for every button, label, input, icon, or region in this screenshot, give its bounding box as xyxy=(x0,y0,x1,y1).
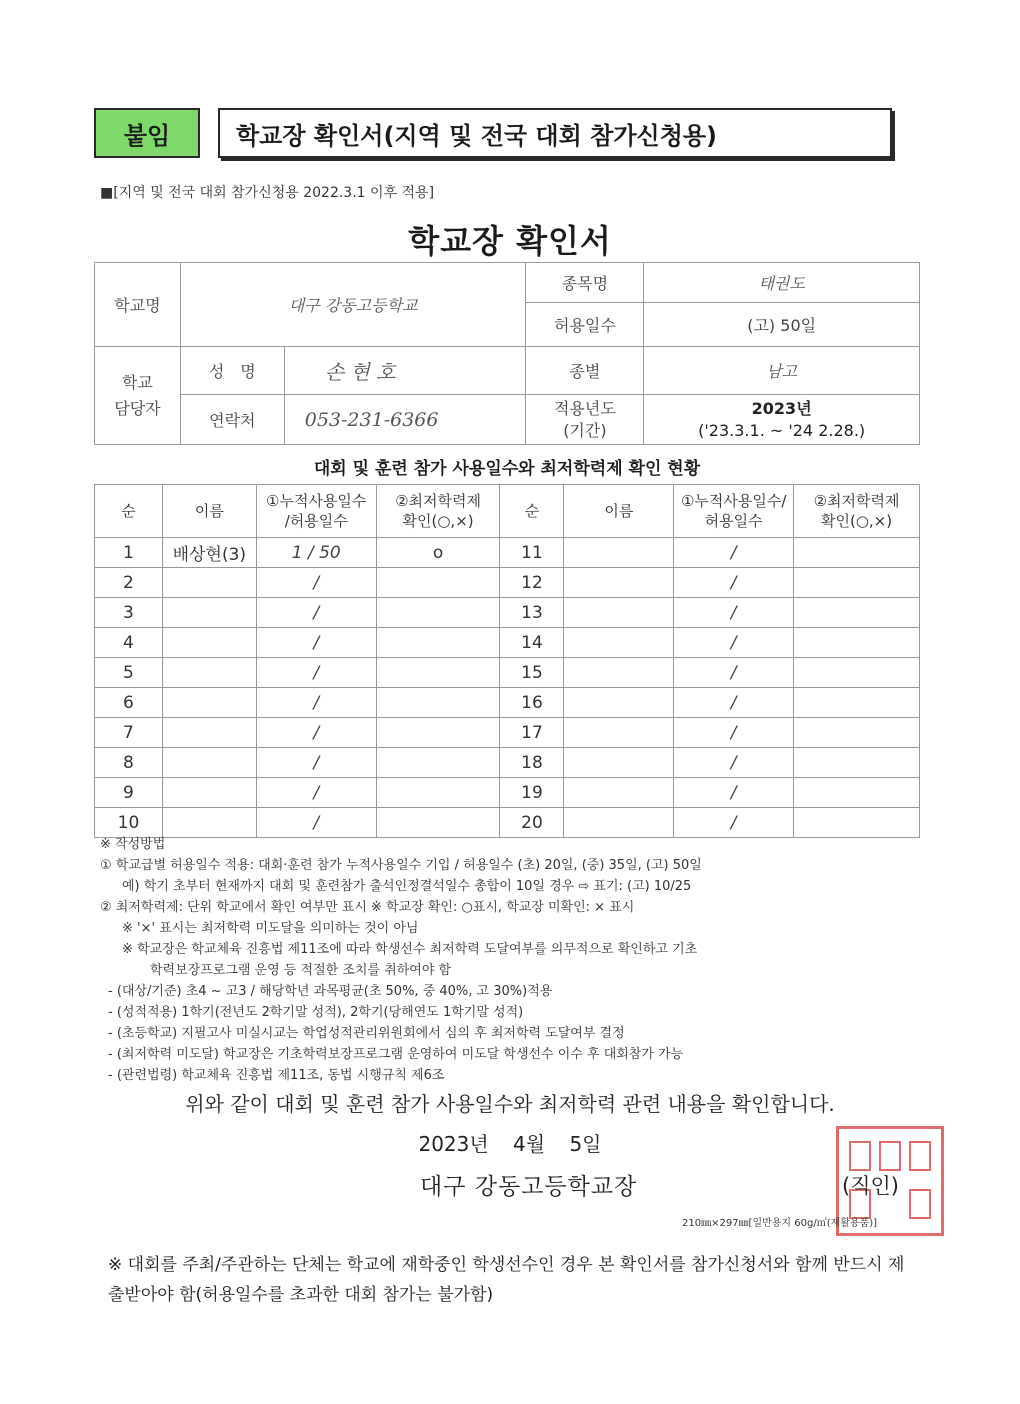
row-no-right: 20 xyxy=(500,808,564,838)
period-value: ('23.3.1. ~ '24 2.28.) xyxy=(698,420,866,440)
row-no-right: 14 xyxy=(500,628,564,658)
row-min-left xyxy=(376,748,500,778)
row-no-right: 17 xyxy=(500,718,564,748)
row-no-right: 15 xyxy=(500,658,564,688)
row-days-left: / xyxy=(256,568,376,598)
row-min-left xyxy=(376,778,500,808)
row-days-left: / xyxy=(256,808,376,838)
row-days-right: / xyxy=(674,628,794,658)
table-row xyxy=(95,748,920,778)
row-days-left: / xyxy=(256,748,376,778)
row-name-left xyxy=(162,658,256,688)
school-name-value: 대구 강동고등학교 xyxy=(180,263,526,347)
row-days-right: / xyxy=(674,538,794,568)
row-no-left: 1 xyxy=(95,538,163,568)
row-no-right: 19 xyxy=(500,778,564,808)
row-days-right: / xyxy=(674,718,794,748)
sport-value: 태권도 xyxy=(644,263,920,303)
note-line: 예) 학기 초부터 현재까지 대회 및 훈련참가 출석인정결석일수 총합이 10일 경우 ⇨ 표기: (고) 10/25 xyxy=(122,879,692,894)
year-cell xyxy=(644,395,920,445)
row-min-left xyxy=(376,628,500,658)
note-line: ① 학교급별 허용일수 적용: 대회·훈련 참가 누적사용일수 기입 / 허용일수 (초) 20일, (중) 35일, (고) 50일 xyxy=(100,858,702,873)
table-row xyxy=(95,808,920,838)
row-days-left: / xyxy=(256,658,376,688)
seal-glyph xyxy=(909,1189,931,1219)
row-no-right: 13 xyxy=(500,598,564,628)
row-min-right xyxy=(794,538,920,568)
row-no-left: 6 xyxy=(95,688,163,718)
row-days-left: / xyxy=(256,688,376,718)
gender-value: 남고 xyxy=(644,347,920,395)
row-min-right xyxy=(794,568,920,598)
table-row xyxy=(95,568,920,598)
table-row xyxy=(95,688,920,718)
row-name-right xyxy=(564,748,674,778)
note-line: ※ 학교장은 학교체육 진흥법 제11조에 따라 학생선수 최저학력 도달여부를 의무적으로 확인하고 기초 xyxy=(122,942,698,957)
row-no-right: 12 xyxy=(500,568,564,598)
allowed-days-value: (고) 50일 xyxy=(644,303,920,347)
row-days-right: / xyxy=(674,748,794,778)
attachment-tag: 붙임 xyxy=(94,108,200,158)
row-name-left xyxy=(162,688,256,718)
contact-label: 연락처 xyxy=(180,395,284,445)
table-row xyxy=(95,628,920,658)
header-days-left: ①누적사용일수 /허용일수 xyxy=(256,485,376,538)
note-line: - (관련법령) 학교체육 진흥법 제11조, 동법 시행규칙 제6조 xyxy=(108,1068,445,1083)
row-days-right: / xyxy=(674,808,794,838)
row-days-right: / xyxy=(674,598,794,628)
row-name-left xyxy=(162,628,256,658)
note-line: - (초등학교) 지필고사 미실시교는 학업성적관리위원회에서 심의 후 최저학력 도달여부 결정 xyxy=(108,1026,625,1041)
header-no-right: 순 xyxy=(500,485,564,538)
seal-glyph xyxy=(879,1141,901,1171)
row-min-left: o xyxy=(376,538,500,568)
row-min-right xyxy=(794,598,920,628)
school-name-label: 학교명 xyxy=(95,263,181,347)
row-no-left: 5 xyxy=(95,658,163,688)
row-no-left: 8 xyxy=(95,748,163,778)
staff-name-label: 성 명 xyxy=(180,347,284,395)
staff-label: 학교 담당자 xyxy=(95,347,181,445)
header-min-right: ②최저학력제 확인(○,×) xyxy=(794,485,920,538)
row-name-left xyxy=(162,568,256,598)
table-row xyxy=(95,538,920,568)
row-name-right xyxy=(564,628,674,658)
row-min-right xyxy=(794,808,920,838)
row-no-right: 18 xyxy=(500,748,564,778)
row-name-left xyxy=(162,748,256,778)
row-min-right xyxy=(794,718,920,748)
row-days-left: / xyxy=(256,778,376,808)
signature-date: 2023년 4월 5일 xyxy=(418,1132,602,1156)
document-title: 학교장 확인서 xyxy=(408,222,612,260)
row-name-right xyxy=(564,688,674,718)
applicability-note: ■[지역 및 전국 대회 참가신청용 2022.3.1 이후 적용] xyxy=(100,185,435,201)
row-name-right xyxy=(564,568,674,598)
note-line: - (최저학력 미도달) 학교장은 기초학력보장프로그램 운영하여 미도달 학생선수 이수 후 대회참가 가능 xyxy=(108,1047,684,1062)
seal-glyph xyxy=(909,1141,931,1171)
row-name-right xyxy=(564,778,674,808)
confirmation-statement: 위와 같이 대회 및 훈련 참가 사용일수와 최저학력 관련 내용을 확인합니다. xyxy=(185,1092,835,1116)
row-days-right: / xyxy=(674,778,794,808)
contact-value: 053-231-6366 xyxy=(284,395,526,445)
row-no-left: 10 xyxy=(95,808,163,838)
row-min-left xyxy=(376,808,500,838)
row-min-left xyxy=(376,568,500,598)
row-no-left: 3 xyxy=(95,598,163,628)
row-name-right xyxy=(564,808,674,838)
row-min-right xyxy=(794,778,920,808)
row-name-right xyxy=(564,718,674,748)
paper-spec: 210㎜×297㎜[일반용지 60g/㎡(재활용품)] xyxy=(682,1218,878,1229)
row-min-right xyxy=(794,628,920,658)
usage-table xyxy=(94,484,920,838)
instructions xyxy=(100,834,930,1086)
row-no-right: 11 xyxy=(500,538,564,568)
row-min-left xyxy=(376,598,500,628)
table-row xyxy=(95,778,920,808)
header-min-left: ②최저학력제 확인(○,×) xyxy=(376,485,500,538)
row-days-left: / xyxy=(256,598,376,628)
note-line: ※ 작성방법 xyxy=(100,837,166,852)
allowed-days-label: 허용일수 xyxy=(526,303,644,347)
row-no-left: 7 xyxy=(95,718,163,748)
row-days-right: / xyxy=(674,658,794,688)
row-min-left xyxy=(376,718,500,748)
row-min-right xyxy=(794,658,920,688)
row-no-right: 16 xyxy=(500,688,564,718)
row-min-right xyxy=(794,748,920,778)
note-line: - (성적적용) 1학기(전년도 2학기말 성적), 2학기(당해연도 1학기말 성적) xyxy=(108,1005,524,1020)
row-no-left: 9 xyxy=(95,778,163,808)
row-min-right xyxy=(794,688,920,718)
staff-name-value: 손 현 호 xyxy=(284,347,526,395)
row-name-left xyxy=(162,718,256,748)
seal-glyph xyxy=(849,1141,871,1171)
principal-title: 대구 강동고등학교장 xyxy=(420,1174,638,1200)
header-no-left: 순 xyxy=(95,485,163,538)
row-name-left xyxy=(162,598,256,628)
row-name-left: 배상현(3) xyxy=(162,538,256,568)
header-name-right: 이름 xyxy=(564,485,674,538)
header-title: 학교장 확인서(지역 및 전국 대회 참가신청용) xyxy=(218,108,892,158)
table-row xyxy=(95,658,920,688)
header-days-right: ①누적사용일수/ 허용일수 xyxy=(674,485,794,538)
row-days-right: / xyxy=(674,688,794,718)
row-days-left: / xyxy=(256,628,376,658)
header-name-left: 이름 xyxy=(162,485,256,538)
row-name-right xyxy=(564,598,674,628)
row-min-left xyxy=(376,658,500,688)
footer-note: ※ 대회를 주최/주관하는 단체는 학교에 재학중인 학생선수인 경우 본 확인서를 참가신청서와 함께 반드시 제출받아야 함(허용일수를 초과한 대회 참가는 불가함) xyxy=(108,1255,905,1305)
row-no-left: 2 xyxy=(95,568,163,598)
usage-subtitle: 대회 및 훈련 참가 사용일수와 최저학력제 확인 현황 xyxy=(313,459,701,479)
note-line: ② 최저학력제: 단위 학교에서 확인 여부만 표시 ※ 학교장 확인: ○표시, 학교장 미확인: × 표시 xyxy=(100,900,635,915)
row-name-right xyxy=(564,538,674,568)
row-name-left xyxy=(162,808,256,838)
row-days-left: 1 / 50 xyxy=(256,538,376,568)
row-days-left: / xyxy=(256,718,376,748)
row-no-left: 4 xyxy=(95,628,163,658)
year-value: 2023년 xyxy=(751,398,812,418)
sport-label: 종목명 xyxy=(526,263,644,303)
row-name-left xyxy=(162,778,256,808)
info-table xyxy=(94,262,920,445)
table-row xyxy=(95,718,920,748)
gender-label: 종별 xyxy=(526,347,644,395)
table-row xyxy=(95,598,920,628)
row-days-right: / xyxy=(674,568,794,598)
row-name-right xyxy=(564,658,674,688)
row-min-left xyxy=(376,688,500,718)
year-label: 적용년도 (기간) xyxy=(526,395,644,445)
note-line: 학력보장프로그램 운영 등 적절한 조치를 취하여야 함 xyxy=(150,963,452,978)
seal-label: (직인) xyxy=(842,1174,899,1198)
note-line: ※ '×' 표시는 최저학력 미도달을 의미하는 것이 아님 xyxy=(122,921,419,936)
note-line: - (대상/기준) 초4 ~ 고3 / 해당학년 과목평균(초 50%, 중 40%, 고 30%)적용 xyxy=(108,984,553,999)
